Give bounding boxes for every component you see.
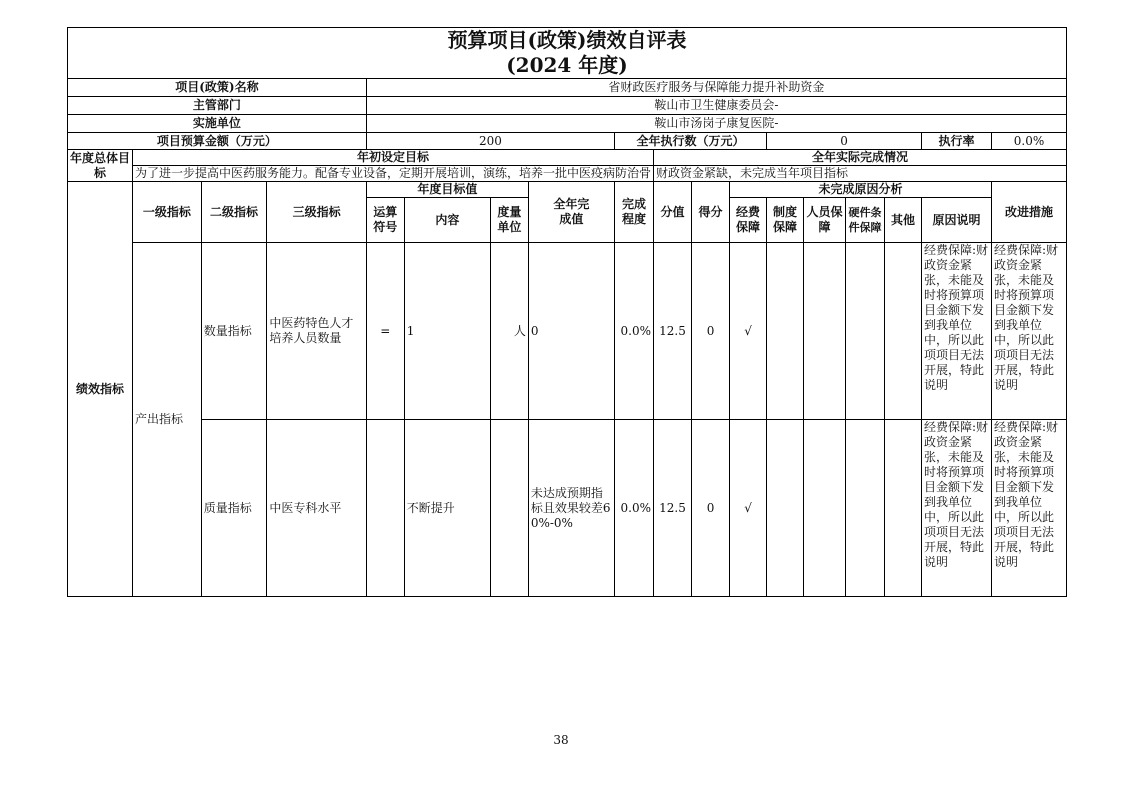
header-funding: 经费保障 <box>730 198 767 243</box>
table-row <box>68 243 1067 420</box>
header-score-value: 分值 <box>654 182 692 243</box>
title-line1: 预算项目(政策)绩效自评表 <box>447 28 687 52</box>
header-unit: 度量单位 <box>490 198 528 243</box>
header-other: 其他 <box>885 198 922 243</box>
row1-completed: 0 <box>528 243 614 420</box>
row2-level3: 中医专科水平 <box>267 420 366 597</box>
exec-label: 全年执行数（万元） <box>614 133 766 150</box>
row2-score: 0 <box>692 420 730 597</box>
dept-label: 主管部门 <box>68 97 367 115</box>
level1-value: 产出指标 <box>133 243 202 597</box>
row1-operator: = <box>366 243 404 420</box>
row2-level2: 质量指标 <box>201 420 267 597</box>
header-level3: 三级指标 <box>267 182 366 243</box>
row1-score: 0 <box>692 243 730 420</box>
title-line2: (2024 年度) <box>506 53 628 77</box>
row1-unit: 人 <box>490 243 528 420</box>
table-row <box>68 420 1067 597</box>
page-number: 38 <box>553 733 569 747</box>
dept-value: 鞍山市卫生健康委员会- <box>366 97 1066 115</box>
actual-completion-text: 财政资金紧缺，未完成当年项目指标 <box>654 166 1067 182</box>
header-reason-group: 未完成原因分析 <box>730 182 992 198</box>
annual-goal-label: 年度总体目标 <box>68 150 133 182</box>
header-level1: 一级指标 <box>133 182 202 243</box>
table-title <box>68 28 1067 79</box>
row1-score-value: 12.5 <box>654 243 692 420</box>
actual-completion-header: 全年实际完成情况 <box>654 150 1067 166</box>
row1-system <box>767 243 804 420</box>
budget-label: 项目预算金额（万元） <box>68 133 367 150</box>
row2-score-value: 12.5 <box>654 420 692 597</box>
rate-label: 执行率 <box>922 133 992 150</box>
row2-system <box>767 420 804 597</box>
exec-value: 0 <box>767 133 922 150</box>
header-hardware: 硬件条件保障 <box>846 198 885 243</box>
header-reason: 原因说明 <box>922 198 992 243</box>
initial-goal-text: 为了进一步提高中医药服务能力。配备专业设备，定期开展培训，演练，培养一批中医疫病防治骨 <box>133 166 654 182</box>
header-content: 内容 <box>404 198 490 243</box>
header-operator: 运算符号 <box>366 198 404 243</box>
performance-table <box>67 27 1067 597</box>
row2-personnel <box>804 420 846 597</box>
row1-content: 1 <box>404 243 490 420</box>
row2-completed: 未达成预期指标且效果较差60%-0% <box>528 420 614 597</box>
impl-value: 鞍山市汤岗子康复医院- <box>366 115 1066 133</box>
row2-unit <box>490 420 528 597</box>
row1-personnel <box>804 243 846 420</box>
row2-reason: 经费保障:财政资金紧张，未能及时将预算项目金额下发到我单位中，所以此项项目无法开展，特此说明 <box>922 420 992 597</box>
row2-operator <box>366 420 404 597</box>
row1-reason: 经费保障:财政资金紧张，未能及时将预算项目金额下发到我单位中，所以此项项目无法开展，特此说明 <box>922 243 992 420</box>
header-target-group: 年度目标值 <box>366 182 528 198</box>
header-degree: 完成程度 <box>614 182 653 243</box>
header-score: 得分 <box>692 182 730 243</box>
indicator-section-label: 绩效指标 <box>68 182 133 597</box>
row2-improve: 经费保障:财政资金紧张，未能及时将预算项目金额下发到我单位中，所以此项项目无法开展，特此说明 <box>992 420 1067 597</box>
rate-value: 0.0% <box>992 133 1067 150</box>
budget-value: 200 <box>366 133 614 150</box>
row2-funding-check: √ <box>730 420 767 597</box>
header-system: 制度保障 <box>767 198 804 243</box>
impl-label: 实施单位 <box>68 115 367 133</box>
row1-level2: 数量指标 <box>201 243 267 420</box>
row1-other <box>885 243 922 420</box>
row2-hardware <box>846 420 885 597</box>
initial-goal-header: 年初设定目标 <box>133 150 654 166</box>
project-name-label: 项目(政策)名称 <box>68 79 367 97</box>
row1-level3: 中医药特色人才培养人员数量 <box>267 243 366 420</box>
header-improve: 改进措施 <box>992 182 1067 243</box>
row2-content: 不断提升 <box>404 420 490 597</box>
row1-funding-check: √ <box>730 243 767 420</box>
header-level2: 二级指标 <box>201 182 267 243</box>
header-personnel: 人员保障 <box>804 198 846 243</box>
row2-other <box>885 420 922 597</box>
project-name-value: 省财政医疗服务与保障能力提升补助资金 <box>366 79 1066 97</box>
header-completed: 全年完成值 <box>528 182 614 243</box>
row1-improve: 经费保障:财政资金紧张，未能及时将预算项目金额下发到我单位中，所以此项项目无法开展，特此说明 <box>992 243 1067 420</box>
row2-degree: 0.0% <box>614 420 653 597</box>
row1-degree: 0.0% <box>614 243 653 420</box>
row1-hardware <box>846 243 885 420</box>
